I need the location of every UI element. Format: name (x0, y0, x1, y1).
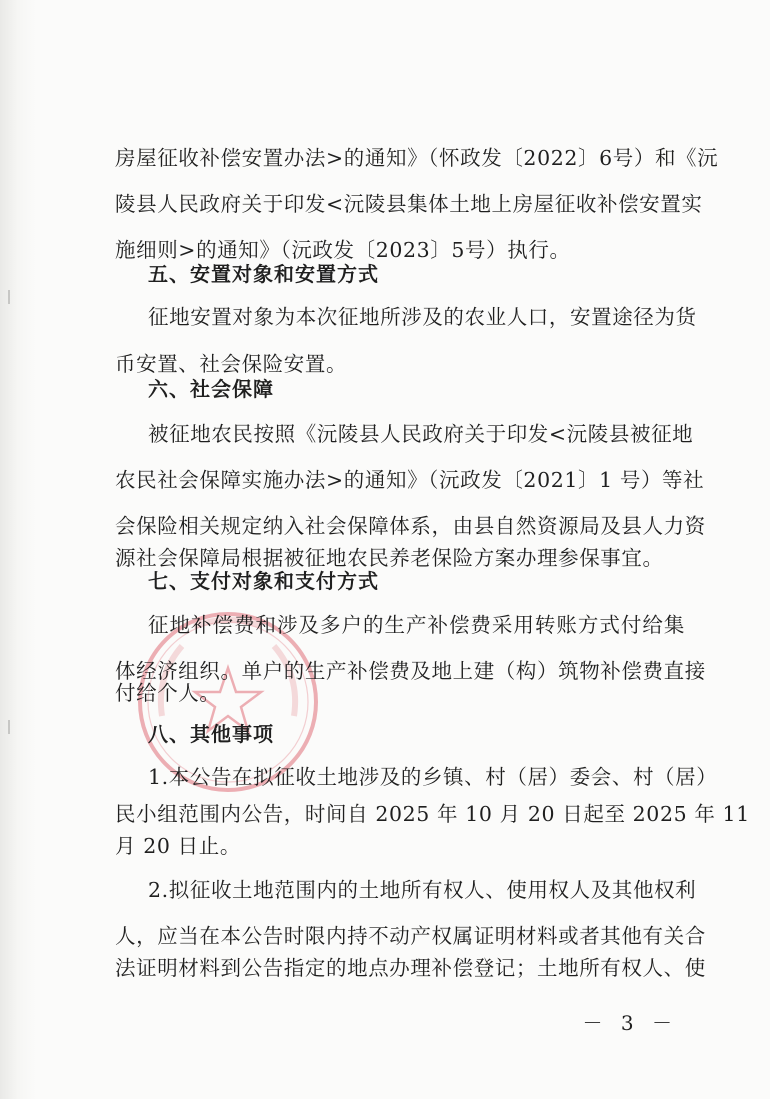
body-line: 征地安置对象为本次征地所涉及的农业人口，安置途径为货 (148, 305, 697, 329)
section-heading-5: 五、安置对象和安置方式 (148, 262, 379, 286)
body-line: 施细则>的通知》（沅政发〔2023〕5号）执行。 (115, 238, 571, 262)
binding-mark (8, 720, 10, 734)
body-line: 1.本公告在拟征收土地涉及的乡镇、村（居）委会、村（居） (148, 765, 718, 789)
body-line: 征地补偿费和涉及多户的生产补偿费采用转账方式付给集 (148, 613, 685, 637)
body-line: 法证明材料到公告指定的地点办理补偿登记；土地所有权人、使 (115, 956, 706, 980)
body-line: 陵县人民政府关于印发<沅陵县集体土地上房屋征收补偿安置实 (115, 192, 703, 216)
body-line: 月 20 日止。 (115, 834, 241, 858)
section-heading-6: 六、社会保障 (148, 377, 274, 401)
body-line: 会保险相关规定纳入社会保障体系，由县自然资源局及县人力资 (115, 514, 706, 538)
page-number: － 3 － (582, 1011, 678, 1035)
section-heading-7: 七、支付对象和支付方式 (148, 569, 379, 593)
body-line: 体经济组织。单户的生产补偿费及地上建（构）筑物补偿费直接 (115, 659, 706, 683)
body-line: 付给个人。 (115, 681, 221, 705)
body-line: 2.拟征收土地范围内的土地所有权人、使用权人及其他权利 (148, 878, 697, 902)
binding-mark (8, 290, 10, 304)
scan-edge-shadow (0, 0, 36, 1099)
body-line: 被征地农民按照《沅陵县人民政府关于印发<沅陵县被征地 (148, 422, 694, 446)
body-line: 人，应当在本公告时限内持不动产权属证明材料或者其他有关合 (115, 924, 706, 948)
body-line: 农民社会保障实施办法>的通知》（沅政发〔2021〕1 号）等社 (115, 468, 705, 492)
body-line: 源社会保障局根据被征地农民养老保险方案办理参保事宜。 (115, 546, 664, 570)
body-line: 民小组范围内公告，时间自 2025 年 10 月 20 日起至 2025 年 11 (115, 802, 750, 826)
section-heading-8: 八、其他事项 (148, 722, 274, 746)
body-line: 币安置、社会保险安置。 (115, 352, 348, 376)
body-line: 房屋征收补偿安置办法>的通知》（怀政发〔2022〕6号）和《沅 (115, 146, 719, 170)
